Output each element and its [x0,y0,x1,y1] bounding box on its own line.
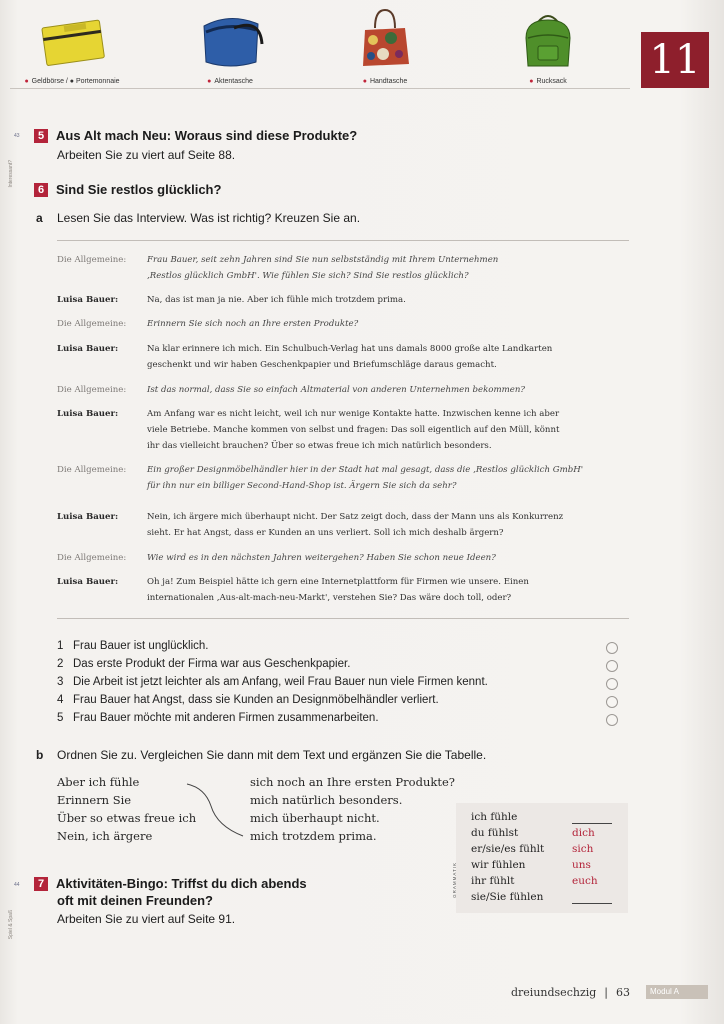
match-left-item[interactable]: Erinnern Sie [57,793,132,807]
interview-line: Wie wird es in den nächsten Jahren weitergehen? Haben Sie schon neue Ideen? [147,553,496,563]
answer-checkbox-1[interactable] [606,642,618,654]
grammar-reflexive: sich [572,843,594,855]
product-handbag: ● Handtasche [315,8,455,92]
subtask-instruction: Lesen Sie das Interview. Was ist richtig? Kreuzen Sie an. [57,211,361,225]
statement-2: 2 Das erste Produkt der Firma war aus Geschenkpapier. [57,658,351,670]
interview-line: Ist das normal, dass Sie so einfach Altmaterial von anderen Unternehmen bekommen? [147,385,526,395]
match-right-item[interactable]: mich trotzdem prima. [250,829,377,843]
product-caption: Rucksack [536,78,567,85]
exercise-number: 6 [34,183,48,197]
interview-line: Ein großer Designmöbelhändler hier in der Stadt hat mal gesagt, dass die ‚Restlos glücklich GmbH' [147,465,584,475]
subtask-letter: b [36,748,44,762]
side-tag-bottom: Spiel & Spaß [8,910,14,940]
exercise-title: Aktivitäten-Bingo: Triffst du dich abends [56,876,307,891]
divider [10,88,630,89]
interview-line: Na, das ist man ja nie. Aber ich fühle mich trotzdem prima. [147,295,406,305]
audio-track-number: 43 [14,133,20,139]
match-right-item[interactable]: mich natürlich besonders. [250,793,403,807]
exercise-instruction: Arbeiten Sie zu viert auf Seite 88. [57,148,236,162]
grammar-blank[interactable] [572,903,612,904]
interview-bottom-rule [57,618,629,619]
chapter-number-badge: 11 [641,32,709,88]
exercise-title-line2: oft mit deinen Freunden? [57,893,213,908]
handbag-icon [349,8,421,70]
product-caption: Geldbörse / ● Portemonnaie [31,78,120,85]
exercise-number: 7 [34,877,48,891]
grammar-reflexive: euch [572,875,598,887]
answer-checkbox-2[interactable] [606,660,618,672]
side-tag-top: Interessant? [8,160,14,188]
grammar-pronoun: er/sie/es fühlt [471,843,545,855]
briefcase-icon [194,8,266,70]
interview-line: sieht. Er hat Angst, dass er Kunden an uns verliert. Soll ich mich deshalb ärgern? [147,528,504,538]
statement-3: 3 Die Arbeit ist jetzt leichter als am Anfang, weil Frau Bauer nun viele Firmen kennt. [57,676,488,688]
speaker-label: Die Allgemeine: [57,465,127,475]
product-wallet: ● Geldbörse / ● Portemonnaie [2,8,142,92]
backpack-icon [512,8,584,70]
match-left-item[interactable]: Aber ich fühle [57,775,140,789]
product-backpack: ● Rucksack [478,8,618,92]
page-number: 63 [616,986,631,999]
speaker-label: Luisa Bauer: [57,295,119,305]
module-tag: Modul A [646,985,708,999]
statement-1: 1 Frau Bauer ist unglücklich. [57,640,209,652]
subtask-letter: a [36,211,43,225]
wallet-icon [36,8,108,70]
page-number-words: dreiundsechzig [511,986,597,999]
audio-track-number: 44 [14,882,20,888]
speaker-label: Die Allgemeine: [57,553,127,563]
exercise-title: Sind Sie restlos glücklich? [56,182,222,197]
grammar-reflexive: uns [572,859,591,871]
exercise-instruction: Arbeiten Sie zu viert auf Seite 91. [57,912,236,926]
speaker-label: Die Allgemeine: [57,385,127,395]
answer-checkbox-4[interactable] [606,696,618,708]
grammar-blank[interactable] [572,823,612,824]
interview-top-rule [57,240,629,241]
match-left-item[interactable]: Über so etwas freue ich [57,811,197,825]
exercise-5-heading [34,128,357,143]
interview-line: Na klar erinnere ich mich. Ein Schulbuch-Verlag hat uns damals 8000 große alte Landkarten [147,344,553,354]
exercise-title: Aus Alt mach Neu: Woraus sind diese Produkte? [56,128,358,143]
interview-line: Oh ja! Zum Beispiel hätte ich gern eine Internetplattform für Firmen wie unsere. Einen [147,577,529,587]
exercise-7-heading [34,876,307,891]
interview-line: Am Anfang war es nicht leicht, weil ich nur wenige Kontakte hatte. Inzwischen kenne ich aber [147,409,560,419]
product-caption: Handtasche [369,78,408,85]
interview-line: für ihn nur ein billiger Second-Hand-Shop ist. Ärgern Sie sich da sehr? [147,481,457,491]
interview-line: viele Betriebe. Manche kommen von selbst und fragen: Das soll eigentlich auf den Müll, könnt [147,425,560,435]
statement-4: 4 Frau Bauer hat Angst, dass sie Kunden an Designmöbelhändler verliert. [57,694,439,706]
interview-line: Frau Bauer, seit zehn Jahren sind Sie nun selbstständig mit Ihrem Unternehmen [147,255,499,265]
grammar-pronoun: sie/Sie fühlen [471,891,544,903]
product-caption: Aktentasche [214,78,253,85]
speaker-label: Luisa Bauer: [57,409,119,419]
match-right-item[interactable]: sich noch an Ihre ersten Produkte? [250,775,455,789]
match-left-item[interactable]: Nein, ich ärgere [57,829,153,843]
match-right-item[interactable]: mich überhaupt nicht. [250,811,380,825]
footer-separator: | [604,986,609,999]
grammar-reflexive: dich [572,827,595,839]
speaker-label: Luisa Bauer: [57,512,119,522]
product-strip [0,8,640,92]
grammar-pronoun: wir fühlen [471,859,526,871]
interview-line: geschenkt und wir haben Geschenkpapier und Briefumschläge daraus gemacht. [147,360,497,370]
statement-5: 5 Frau Bauer möchte mit anderen Firmen zusammenarbeiten. [57,712,379,724]
answer-checkbox-5[interactable] [606,714,618,726]
exercise-number: 5 [34,129,48,143]
exercise-6-heading [34,182,221,197]
page-footer [511,986,630,999]
product-briefcase: ● Aktentasche [160,8,300,92]
speaker-label: Luisa Bauer: [57,344,119,354]
grammar-pronoun: ihr fühlt [471,875,515,887]
interview-line: Nein, ich ärgere mich überhaupt nicht. Der Satz zeigt doch, dass der Mann uns als Konkurrenz [147,512,564,522]
grammar-pronoun: ich fühle [471,811,518,823]
interview-line: Erinnern Sie sich noch an Ihre ersten Produkte? [147,319,359,329]
grammar-label: GRAMMATIK [452,862,457,898]
interview-line: internationalen ‚Aus-alt-mach-neu-Markt', verstehen Sie? Das wäre doch toll, oder? [147,593,512,603]
speaker-label: Die Allgemeine: [57,255,127,265]
grammar-pronoun: du fühlst [471,827,519,839]
match-connector-line [185,780,245,840]
subtask-instruction: Ordnen Sie zu. Vergleichen Sie dann mit dem Text und ergänzen Sie die Tabelle. [57,748,487,762]
speaker-label: Luisa Bauer: [57,577,119,587]
interview-line: ‚Restlos glücklich GmbH'. Wie fühlen Sie sich? Sind Sie restlos glücklich? [147,271,469,281]
answer-checkbox-3[interactable] [606,678,618,690]
interview-line: ihr das vielleicht brauchen? Über so etwas freue ich mich natürlich besonders. [147,441,492,451]
speaker-label: Die Allgemeine: [57,319,127,329]
